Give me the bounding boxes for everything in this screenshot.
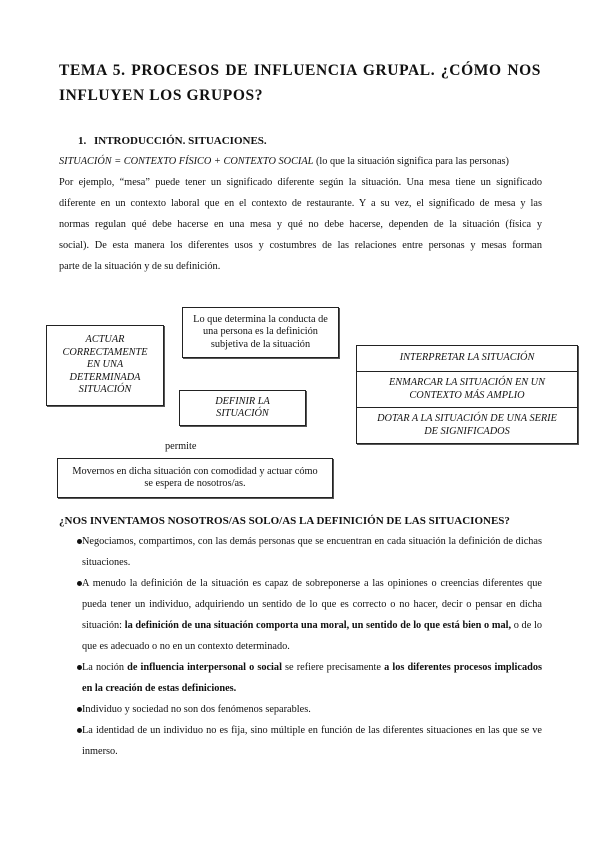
box-line: SITUACIÓN (216, 408, 269, 419)
box-line: DEFINIR LA (215, 395, 270, 407)
box-movernos (57, 458, 333, 498)
bullet-text: Negociamos, compartimos, con las demás personas que se encuentran en cada situación la definición de dichas situaciones. (82, 536, 542, 568)
bullet-text: La noción (82, 662, 128, 673)
step-line: ENMARCAR LA SITUACIÓN EN UN (389, 377, 545, 388)
paragraph-line: social). De esta manera los diferentes usos y costumbres de las relaciones entre personas y mesas forman (59, 240, 542, 251)
intro-paragraph (59, 151, 542, 277)
step-line: DE SIGNIFICADOS (424, 425, 510, 437)
box-line: EN UNA (86, 359, 124, 371)
box-line: una persona es la definición (203, 326, 318, 338)
bullet-icon (77, 581, 82, 586)
list-item (59, 657, 542, 699)
paragraph-line: diferente en un contexto laboral que en el contexto de restaurante. Y a su vez, el significado de mesa y las (59, 198, 542, 209)
page-title-line-1: TEMA 5. PROCESOS DE INFLUENCIA GRUPAL. ¿CÓMO NOS (59, 62, 541, 79)
box-line: DETERMINADA (69, 371, 141, 383)
box-line: subjetiva de la situación (210, 338, 311, 350)
step-dotar (357, 407, 577, 443)
paragraph-line: Por ejemplo, “mesa” puede tener un significado diferente según la situación. Una mesa tiene un significado (59, 177, 542, 188)
section-title: INTRODUCCIÓN. SITUACIONES. (94, 135, 267, 147)
bullet-icon (77, 665, 82, 670)
box-actuar-correctamente (46, 325, 164, 406)
box-definicion-subjetiva (182, 307, 339, 358)
box-line: Lo que determina la conducta de (193, 313, 328, 325)
bullet-icon (77, 728, 82, 733)
list-item (59, 699, 542, 720)
formula-note: (lo que la situación significa para las personas) (313, 156, 509, 167)
box-definir-situacion (179, 390, 306, 426)
list-item (59, 720, 542, 762)
step-interpretar (357, 346, 577, 371)
list-item (59, 531, 542, 573)
permite-label: permite (165, 441, 197, 452)
paragraph-line: normas regulan qué debe hacerse en una mesa y qué no debe hacerse, dependen de la situación (física y (59, 219, 542, 230)
section-number: 1. (78, 135, 87, 147)
bullet-list (59, 531, 542, 762)
box-stack-definir-steps (356, 345, 578, 444)
step-enmarcar (357, 371, 577, 407)
step-line: INTERPRETAR LA SITUACIÓN (399, 352, 535, 364)
paragraph-line: parte de la situación y de su definición. (59, 261, 221, 272)
formula-text: SITUACIÓN = CONTEXTO FÍSICO + CONTEXTO SOCIAL (59, 156, 314, 167)
bullet-text: o de lo que es adecuado o no en un contexto determinado. (82, 620, 542, 652)
bullet-text: La identidad de un individuo no es fija, sino múltiple en función de las diferentes situaciones en las que se ve inmerso. (82, 725, 542, 757)
page-title-line-2: INFLUYEN LOS GRUPOS? (59, 87, 264, 104)
box-line: SITUACIÓN (78, 384, 132, 396)
section-question-heading: ¿NOS INVENTAMOS NOSOTROS/AS SOLO/AS LA DEFINICIÓN DE LAS SITUACIONES? (59, 515, 510, 527)
step-line: CONTEXTO MÁS AMPLIO (409, 389, 525, 401)
bullet-text: A menudo la definición de la situación es capaz de sobreponerse a las opiniones o creencias diferentes que pueda tener un individuo, adquiriendo un sentido de lo que es correcto o no hacer, decir o pensar en dicha situación: (82, 578, 542, 631)
step-line: DOTAR A LA SITUACIÓN DE UNA SERIE (377, 413, 557, 424)
formula-line (59, 151, 542, 172)
bullet-icon (77, 539, 82, 544)
box-line: CORRECTAMENTE (62, 346, 148, 358)
box-line: ACTUAR (85, 334, 125, 346)
bullet-text-bold: a los diferentes procesos implicados en la creación de estas definiciones. (82, 662, 542, 694)
bullet-icon (77, 707, 82, 712)
box-line: se espera de nosotros/as. (144, 478, 246, 489)
section-heading-introduccion (78, 135, 267, 147)
bullet-text-bold: la definición de una situación comporta una moral, un sentido de lo que está bien o mal, (124, 620, 512, 631)
bullet-text: Individuo y sociedad no son dos fenómenos separables. (82, 704, 311, 715)
list-item (59, 573, 542, 657)
box-line: Movernos en dicha situación con comodidad y actuar cómo (72, 465, 318, 477)
bullet-text-bold: de influencia interpersonal o social (127, 662, 282, 673)
bullet-text: se refiere precisamente (281, 662, 385, 673)
